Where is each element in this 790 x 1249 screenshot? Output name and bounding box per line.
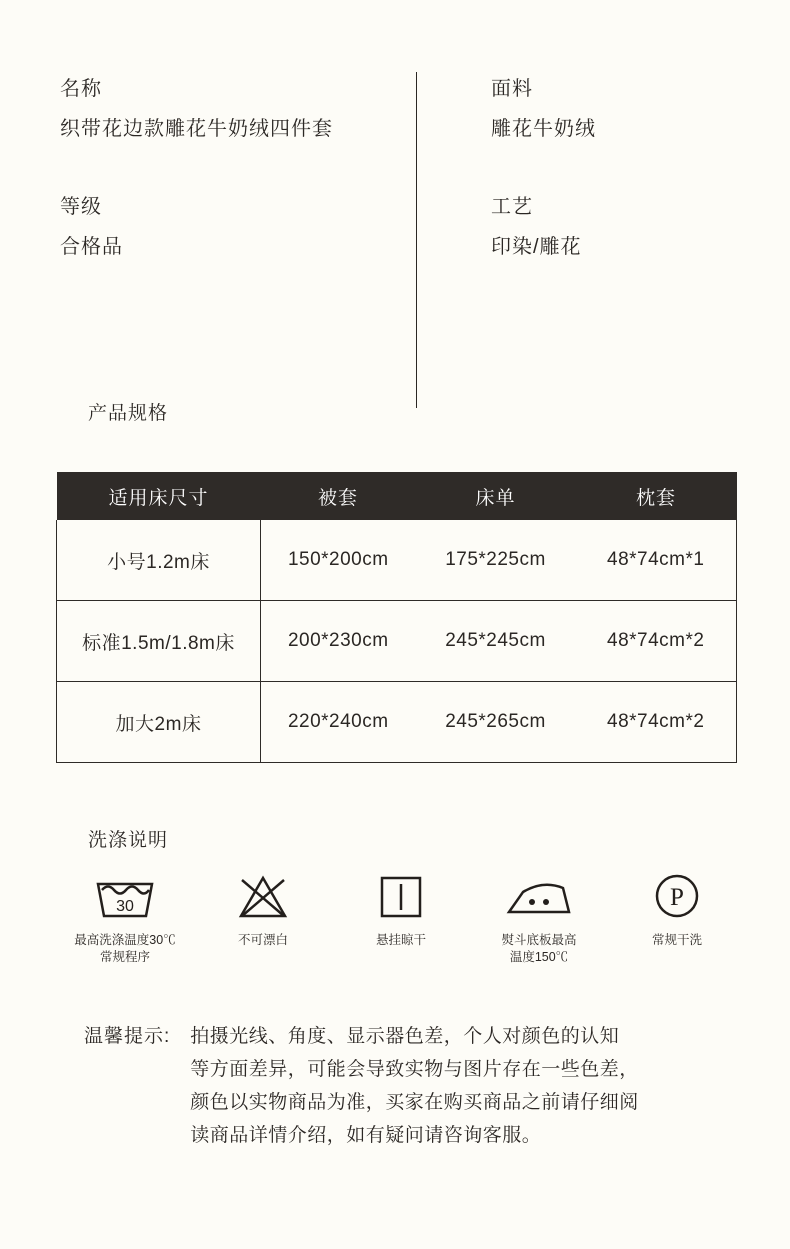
care-caption-line2: 常规程序 xyxy=(99,950,150,964)
table-cell-bedsize: 标准1.5m/1.8m床 xyxy=(57,601,261,682)
table-column-header-duvet: 被套 xyxy=(261,472,416,520)
spec-value-name: 织带花边款雕花牛奶绒四件套 xyxy=(60,118,333,140)
wash-care-icon-row xyxy=(56,868,746,966)
spec-value-fabric: 雕花牛奶绒 xyxy=(491,118,596,140)
iron-two-dots-icon xyxy=(472,868,607,924)
table-column-header-bedsize: 适用床尺寸 xyxy=(57,472,261,520)
no-bleach-triangle-icon xyxy=(196,868,331,924)
spec-value-craft: 印染/雕花 xyxy=(491,236,582,258)
tips-line: 读商品详情介绍，如有疑问请咨询客服。 xyxy=(190,1125,542,1146)
table-cell-duvet: 200*230cm xyxy=(261,601,416,682)
care-item-line-dry xyxy=(334,868,469,949)
care-caption-dry-clean xyxy=(610,932,745,949)
table-cell-bedsize: 小号1.2m床 xyxy=(57,520,261,601)
tips-line: 等方面差异，可能会导致实物与图片存在一些色差， xyxy=(190,1059,639,1080)
line-dry-square-icon xyxy=(334,868,469,924)
table-cell-duvet: 150*200cm xyxy=(261,520,416,601)
product-spec-block xyxy=(0,60,790,360)
care-caption-line2: 温度150℃ xyxy=(509,950,569,964)
table-column-header-pillowcase: 枕套 xyxy=(576,472,737,520)
care-caption-iron xyxy=(472,932,607,966)
table-cell-pillowcase: 48*74cm*1 xyxy=(576,520,737,601)
table-cell-pillowcase: 48*74cm*2 xyxy=(576,601,737,682)
table-row xyxy=(57,601,737,682)
vertical-divider xyxy=(416,72,417,408)
tips-line: 拍摄光线、角度、显示器色差，个人对颜色的认知 xyxy=(190,1026,620,1047)
care-caption-line1: 最高洗涤温度30℃ xyxy=(74,933,176,947)
spec-label-craft: 工艺 xyxy=(491,196,533,218)
wash-temp-value: 30 xyxy=(116,898,134,915)
care-item-wash-temp xyxy=(58,868,193,966)
svg-text:P: P xyxy=(670,884,684,911)
spec-group-name xyxy=(60,74,333,146)
care-item-iron xyxy=(472,868,607,966)
care-caption-wash-temp xyxy=(58,932,193,966)
tips-body xyxy=(190,1020,639,1152)
table-row xyxy=(57,682,737,763)
care-caption-line1: 悬挂晾干 xyxy=(375,933,426,947)
care-caption-line1: 常规干洗 xyxy=(651,933,702,947)
table-row xyxy=(57,520,737,601)
spec-column-right xyxy=(491,74,596,310)
spec-group-craft xyxy=(491,192,596,264)
table-cell-sheet: 175*225cm xyxy=(416,520,576,601)
spec-column-left xyxy=(60,74,333,310)
table-cell-duvet: 220*240cm xyxy=(261,682,416,763)
table-cell-pillowcase: 48*74cm*2 xyxy=(576,682,737,763)
table-header-row xyxy=(57,472,737,520)
dry-clean-p-icon xyxy=(610,868,745,924)
spec-table xyxy=(56,472,737,763)
spec-group-fabric xyxy=(491,74,596,146)
care-caption-line1: 不可漂白 xyxy=(237,933,288,947)
care-item-dry-clean xyxy=(610,868,745,949)
wash-tub-30-icon xyxy=(58,868,193,924)
spec-group-grade xyxy=(60,192,333,264)
tips-line: 颜色以实物商品为准，买家在购买商品之前请仔细阅 xyxy=(190,1092,639,1113)
wash-instructions-heading: 洗涤说明 xyxy=(88,830,169,851)
spec-label-grade: 等级 xyxy=(60,196,102,218)
table-cell-sheet: 245*245cm xyxy=(416,601,576,682)
product-spec-heading: 产品规格 xyxy=(88,403,169,424)
spec-value-grade: 合格品 xyxy=(60,236,123,258)
tips-label: 温馨提示: xyxy=(84,1026,171,1047)
care-caption-line-dry xyxy=(334,932,469,949)
table-column-header-sheet: 床单 xyxy=(416,472,576,520)
tips-block xyxy=(84,1020,724,1152)
care-caption-line1: 熨斗底板最高 xyxy=(501,933,577,947)
table-cell-sheet: 245*265cm xyxy=(416,682,576,763)
table-cell-bedsize: 加大2m床 xyxy=(57,682,261,763)
care-caption-no-bleach xyxy=(196,932,331,949)
care-item-no-bleach xyxy=(196,868,331,949)
spec-label-fabric: 面料 xyxy=(491,78,533,100)
spec-label-name: 名称 xyxy=(60,78,102,100)
